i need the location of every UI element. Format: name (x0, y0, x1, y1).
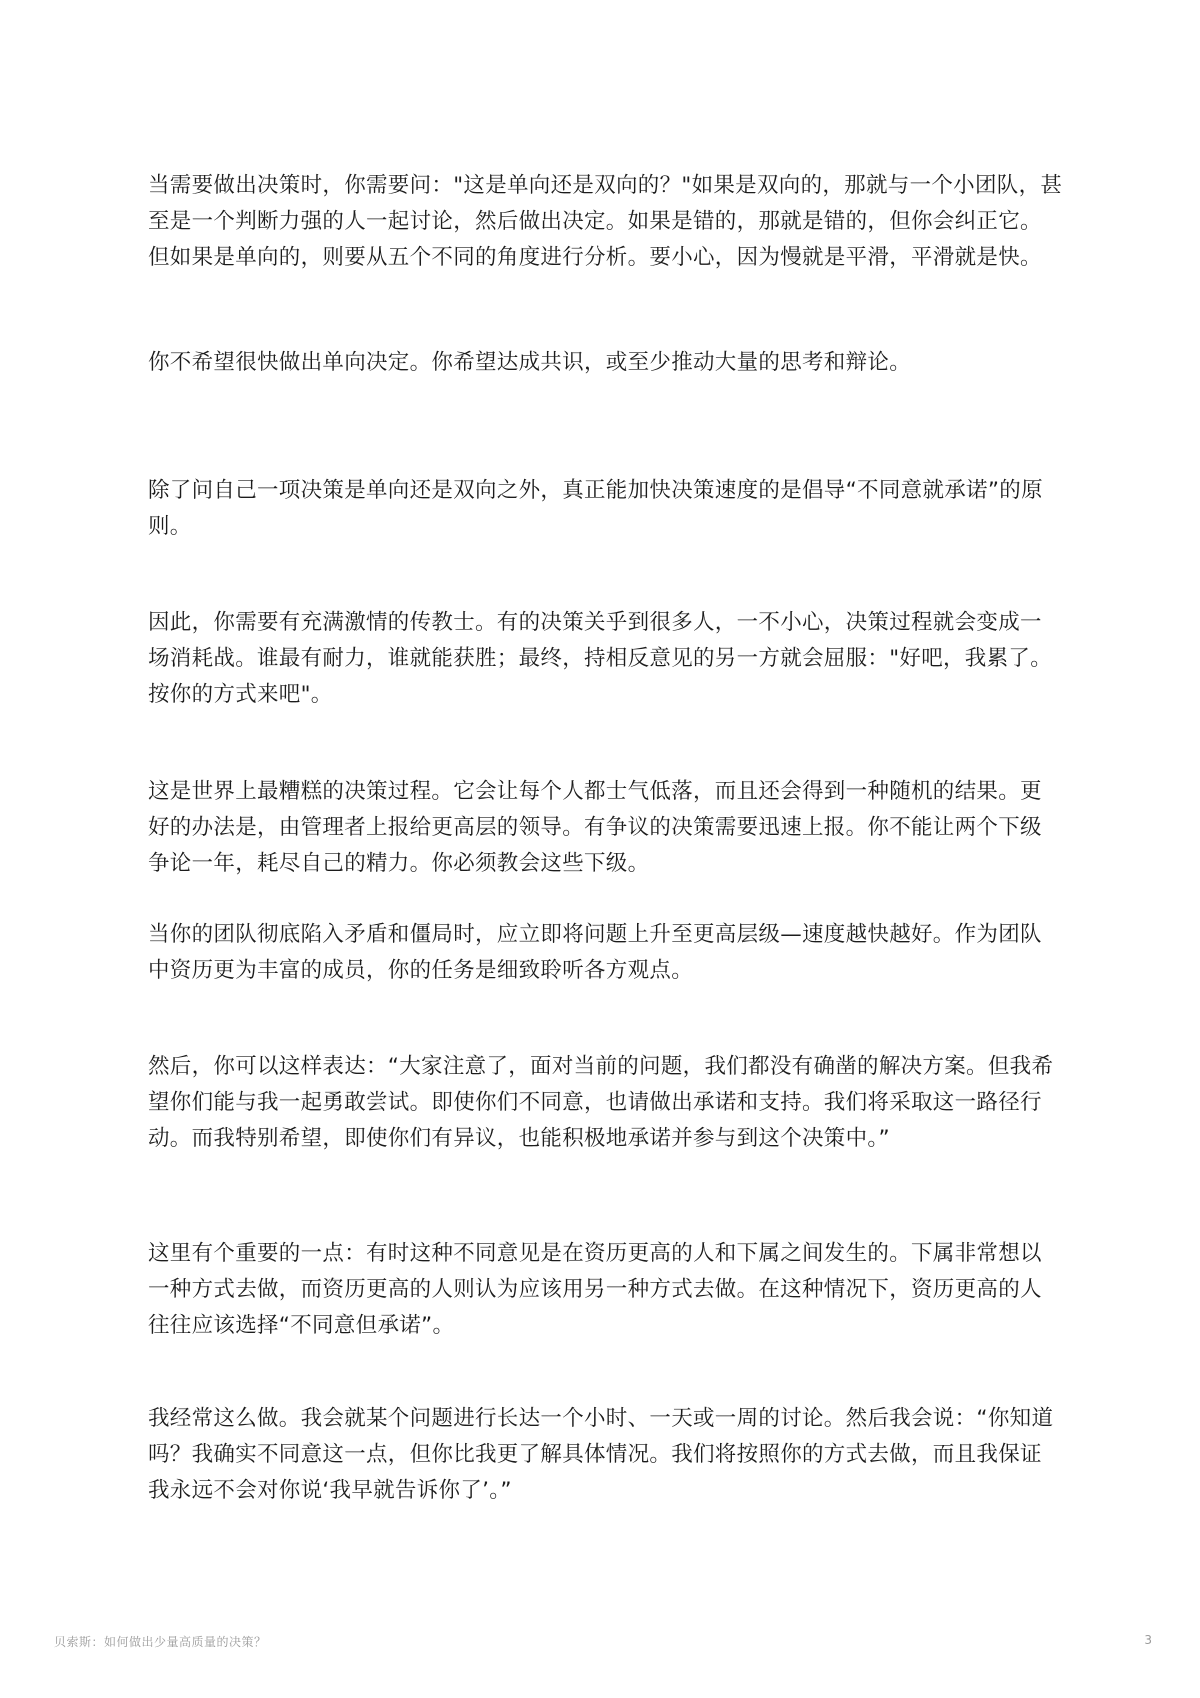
paragraph-4: 因此，你需要有充满激情的传教士。有的决策关乎到很多人，一不小心，决策过程就会变成一场消耗战。谁最有耐力，谁就能获胜；最终，持相反意见的另一方就会屈服："好吧，我累了。按你的方式来吧"。 (148, 610, 1052, 707)
paragraph-8: 这里有个重要的一点：有时这种不同意见是在资历更高的人和下属之间发生的。下属非常想以一种方式去做，而资历更高的人则认为应该用另一种方式去做。在这种情况下，资历更高的人往往应该选择“不同意但承诺”。 (148, 1241, 1042, 1338)
paragraph-7: 然后，你可以这样表达：“大家注意了，面对当前的问题，我们都没有确凿的解决方案。但我希望你们能与我一起勇敢尝试。即使你们不同意，也请做出承诺和支持。我们将采取这一路径行动。而我特别希望，即使你们有异议，也能积极地承诺并参与到这个决策中。” (148, 1054, 1054, 1151)
paragraph-3: 除了问自己一项决策是单向还是双向之外，真正能加快决策速度的是倡导“不同意就承诺”的原则。 (148, 478, 1043, 539)
paragraph-5: 这是世界上最糟糕的决策过程。它会让每个人都士气低落，而且还会得到一种随机的结果。更好的办法是，由管理者上报给更高层的领导。有争议的决策需要迅速上报。你不能让两个下级争论一年，耗尽自己的精力。你必须教会这些下级。 (148, 779, 1042, 876)
paragraph-9: 我经常这么做。我会就某个问题进行长达一个小时、一天或一周的讨论。然后我会说：“你知道吗？我确实不同意这一点，但你比我更了解具体情况。我们将按照你的方式去做，而且我保证我永远不会对你说‘我早就告诉你了’。” (148, 1406, 1054, 1503)
paragraph-2: 你不希望很快做出单向决定。你希望达成共识，或至少推动大量的思考和辩论。 (148, 350, 912, 375)
paragraph-1: 当需要做出决策时，你需要问："这是单向还是双向的？"如果是双向的，那就与一个小团队，甚至是一个判断力强的人一起讨论，然后做出决定。如果是错的，那就是错的，但你会纠正它。但如果是单向的，则要从五个不同的角度进行分析。要小心，因为慢就是平滑，平滑就是快。 (148, 173, 1063, 270)
page-number: 3 (1144, 1633, 1152, 1647)
paragraph-6: 当你的团队彻底陷入矛盾和僵局时，应立即将问题上升至更高层级—速度越快越好。作为团队中资历更为丰富的成员，你的任务是细致聆听各方观点。 (148, 922, 1042, 983)
footer-title: 贝索斯：如何做出少量高质量的决策？ (54, 1635, 267, 1649)
